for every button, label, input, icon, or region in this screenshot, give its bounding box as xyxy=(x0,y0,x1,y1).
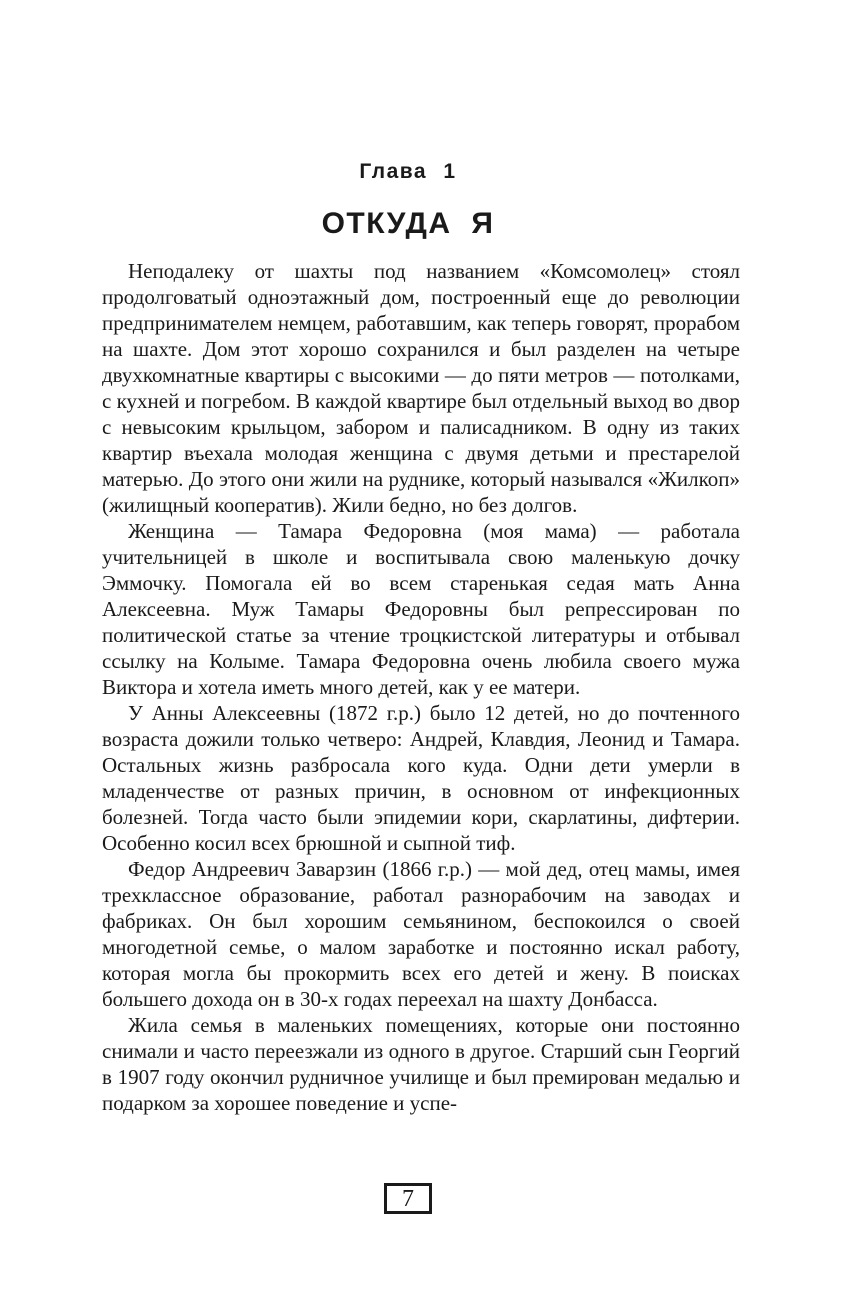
chapter-heading-zone xyxy=(102,0,714,239)
paragraph-4: Федор Андреевич Заварзин (1866 г.р.) — мой дед, отец мамы, имея трехклассное образование, работал разнорабочим на заводах и фабриках. Он был хорошим семьянином, беспокоился о своей многодетной семье, о малом заработке и постоянно искал работу, которая могла бы прокормить всех его детей и жену. В поисках большего дохода он в 30-х годах переехал на шахту Донбасса. xyxy=(102,857,740,1011)
paragraph-1: Неподалеку от шахты под названием «Комсомолец» стоял продолговатый одноэтажный дом, построенный еще до революции предпринимателем немцем, работавшим, как теперь говорят, прорабом на шахте. Дом этот хорошо сохранился и был разделен на четыре двухкомнатные квартиры с высокими — до пяти метров — потолками, с кухней и погребом. В каждой квартире был отдельный выход во двор с невысоким крыльцом, забором и палисадником. В одну из таких квартир въехала молодая женщина с двумя детьми и престарелой матерью. До этого они жили на руднике, который назывался «Жилкоп» (жилищный кооператив). Жили бедно, но без долгов. xyxy=(102,259,740,517)
body-text xyxy=(102,258,740,1116)
chapter-label: Глава 1 xyxy=(359,160,457,183)
paragraph-5: Жила семья в маленьких помещениях, которые они постоянно снимали и часто переезжали из одного в другое. Старший сын Георгий в 1907 году окончил рудничное училище и был премирован медалью и подарком за хорошее поведение и успе- xyxy=(102,1013,740,1115)
chapter-title: ОТКУДА Я xyxy=(321,207,495,240)
paragraph-3: У Анны Алексеевны (1872 г.р.) было 12 детей, но до почтенного возраста дожили только четверо: Андрей, Клавдия, Леонид и Тамара. Остальных жизнь разбросала кого куда. Одни дети умерли в младенчестве от разных причин, в основном от инфекционных болезней. Тогда часто были эпидемии кори, скарлатины, дифтерии. Особенно косил всех брюшной и сыпной тиф. xyxy=(102,701,740,855)
paragraph-2: Женщина — Тамара Федоровна (моя мама) — работала учительницей в школе и воспитывала свою маленькую дочку Эммочку. Помогала ей во всем старенькая седая мать Анна Алексеевна. Муж Тамары Федоровны был репрессирован по политической статье за чтение троцкистской литературы и отбывал ссылку на Колыме. Тамара Федоровна очень любила своего мужа Виктора и хотела иметь много детей, как у ее матери. xyxy=(102,519,740,699)
page-number-box xyxy=(384,1183,432,1214)
page-number: 7 xyxy=(402,1185,414,1212)
